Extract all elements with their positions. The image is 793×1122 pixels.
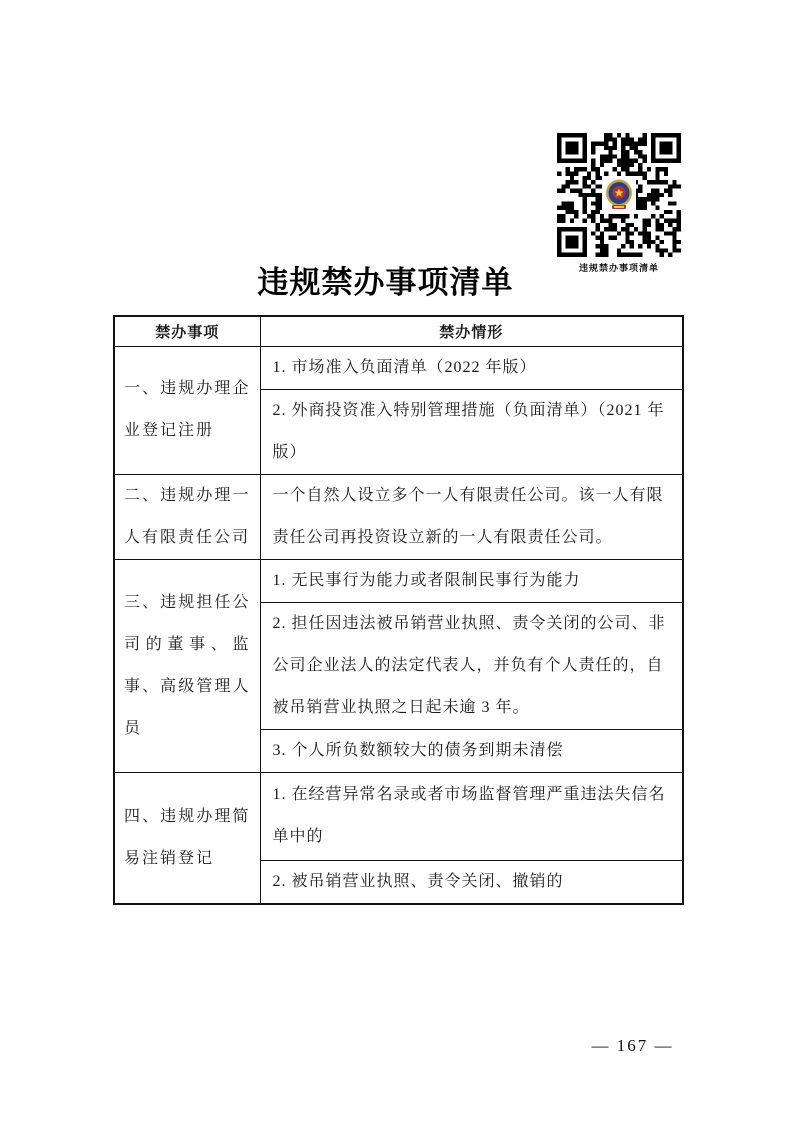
item-cell-group1: 一、违规办理企业登记注册: [114, 346, 260, 474]
situation-cell: 3. 个人所负数额较大的债务到期未清偿: [260, 729, 683, 772]
qr-code-block: [550, 133, 688, 274]
situation-cell: 2. 被吊销营业执照、责令关闭、撤销的: [260, 860, 683, 904]
table-row: [114, 474, 683, 559]
table-row: [114, 772, 683, 860]
situation-cell: 1. 在经营异常名录或者市场监督管理严重违法失信名单中的: [260, 772, 683, 860]
qr-code: [550, 133, 688, 257]
table-row: [114, 346, 683, 389]
qr-caption: 违规禁办事项清单: [578, 263, 659, 273]
page-number: — 167 —: [591, 1036, 674, 1055]
page-title: 违规禁办事项清单: [257, 265, 514, 300]
police-badge-emblem: [602, 176, 636, 214]
table-row: [114, 559, 683, 602]
situation-cell: 2. 担任因违法被吊销营业执照、责令关闭的公司、非公司企业法人的法定代表人，并负有个人责任的，自被吊销营业执照之日起未逾 3 年。: [260, 602, 683, 729]
item-cell-group4: 四、违规办理简易注销登记: [114, 772, 260, 904]
situation-cell: 1. 无民事行为能力或者限制民事行为能力: [260, 559, 683, 602]
situation-cell: 一个自然人设立多个一人有限责任公司。该一人有限责任公司再投资设立新的一人有限责任公司。: [260, 474, 683, 559]
situation-cell: 2. 外商投资准入特别管理措施（负面清单）（2021 年版）: [260, 389, 683, 474]
item-cell-group3: 三、违规担任公司的董事、监事、高级管理人员: [114, 559, 260, 772]
column-header-situation: 禁办情形: [260, 316, 683, 346]
item-cell-group2: 二、违规办理一人有限责任公司: [114, 474, 260, 559]
situation-cell: 1. 市场准入负面清单（2022 年版）: [260, 346, 683, 389]
column-header-item: 禁办事项: [114, 316, 260, 346]
table-header-row: [114, 316, 683, 346]
prohibited-items-table: [113, 315, 684, 905]
